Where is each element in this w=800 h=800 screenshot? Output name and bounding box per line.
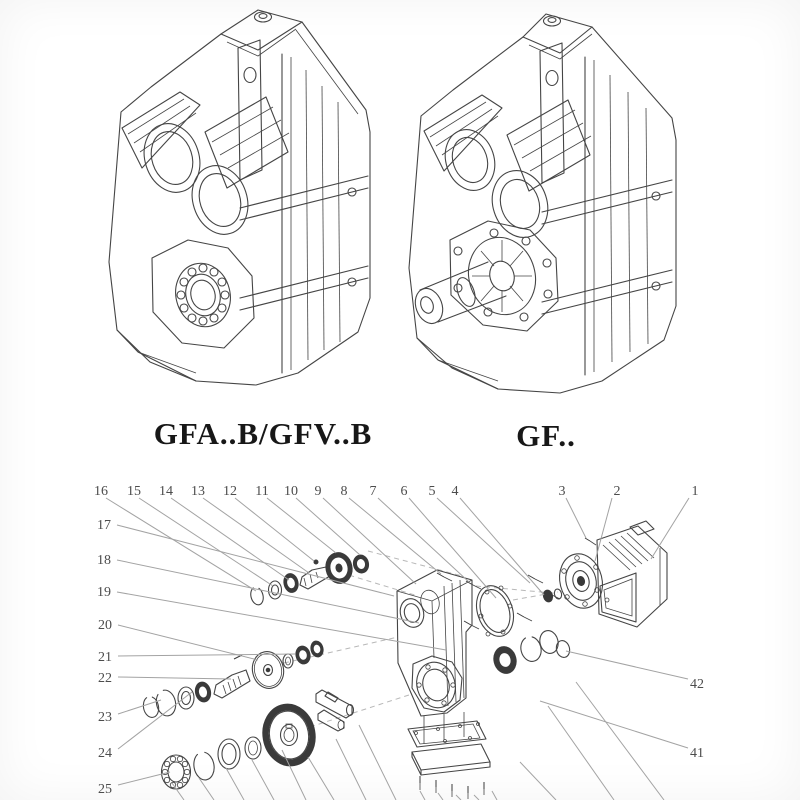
- leader-line-11: [267, 498, 336, 553]
- model-label-gfa-gfv: GFA..B/GFV..B: [153, 416, 373, 451]
- callout-number-1: 1: [691, 484, 699, 499]
- callout-number-18: 18: [97, 553, 111, 568]
- leader-line-42: [566, 651, 688, 679]
- gearbox-solid-shaft-drawing: [409, 14, 676, 393]
- gasket-ring-part: [470, 581, 553, 641]
- leader-line-15: [139, 498, 273, 586]
- oil-plug-icon: [255, 12, 272, 22]
- bottom-cover-parts: [408, 712, 490, 799]
- callout-number-25: 25: [98, 782, 112, 797]
- callout-number-10: 10: [284, 484, 298, 499]
- callout-number-23: 23: [98, 710, 112, 725]
- output-shaft: [411, 262, 506, 327]
- leader-line-2: [595, 498, 612, 561]
- callout-number-42: 42: [690, 677, 704, 692]
- callout-number-8: 8: [340, 484, 348, 499]
- cut-off-leader-13: [492, 791, 497, 800]
- leader-line-1: [651, 498, 689, 559]
- motor-flange-part: [553, 538, 608, 613]
- input-shaft-parts: [249, 550, 370, 606]
- callout-layer: [94, 484, 704, 800]
- leader-line-14: [171, 498, 289, 580]
- cut-off-leader-1: [172, 783, 184, 800]
- leader-line-6: [409, 498, 496, 598]
- gearbox-hollow-shaft-drawing: [109, 10, 370, 385]
- leader-line-4: [460, 498, 544, 595]
- cooling-fins: [122, 92, 289, 188]
- callout-number-12: 12: [223, 484, 237, 499]
- callout-number-6: 6: [400, 484, 408, 499]
- leader-line-13: [203, 498, 309, 573]
- exploded-view: [94, 484, 704, 800]
- leader-line-3: [566, 498, 586, 538]
- leader-line-18: [117, 560, 419, 623]
- leader-line-23: [118, 700, 161, 714]
- callout-number-17: 17: [97, 518, 111, 533]
- callout-number-7: 7: [369, 484, 377, 499]
- cut-off-leader-7: [336, 739, 366, 800]
- cut-off-leader-6: [308, 757, 334, 800]
- cut-off-leader-3: [226, 768, 244, 800]
- hollow-shaft-hub: [152, 240, 254, 348]
- leader-line-24: [118, 692, 192, 749]
- callout-number-22: 22: [98, 671, 112, 686]
- cut-off-leader-10: [438, 793, 443, 800]
- callout-number-2: 2: [613, 484, 621, 499]
- cut-off-leader-14: [520, 762, 556, 800]
- cut-off-leader-12: [474, 795, 479, 800]
- side-straps: [542, 180, 672, 314]
- flange-bolts: [437, 573, 560, 629]
- callout-number-21: 21: [98, 650, 112, 665]
- cut-off-leader-8: [359, 725, 396, 800]
- callout-number-14: 14: [159, 484, 173, 499]
- cut-off-leader-2: [199, 778, 214, 800]
- callout-number-19: 19: [97, 585, 111, 600]
- input-bores: [438, 123, 557, 245]
- callout-number-15: 15: [127, 484, 141, 499]
- cut-off-leader-4: [252, 760, 274, 800]
- callout-number-11: 11: [255, 484, 269, 499]
- callout-number-5: 5: [428, 484, 436, 499]
- callout-number-16: 16: [94, 484, 108, 499]
- callout-number-13: 13: [191, 484, 205, 499]
- leader-line-41: [540, 701, 688, 748]
- callout-number-24: 24: [98, 746, 112, 761]
- cooling-fins: [424, 95, 591, 191]
- callout-number-41: 41: [690, 746, 704, 761]
- leader-line-16: [106, 498, 256, 591]
- callout-number-3: 3: [558, 484, 566, 499]
- callout-number-9: 9: [314, 484, 322, 499]
- oil-plug-icon: [544, 16, 561, 26]
- input-bores: [136, 116, 257, 241]
- callout-number-20: 20: [98, 618, 112, 633]
- leader-line-5: [437, 498, 530, 583]
- leader-line-22: [118, 677, 231, 679]
- leader-line-7: [378, 498, 469, 582]
- cut-off-leader-11: [456, 795, 461, 800]
- cut-off-leader-9: [420, 791, 425, 800]
- output-shaft-parts: [162, 690, 354, 789]
- model-label-gf: GF..: [516, 418, 576, 453]
- motor-part: [597, 521, 667, 627]
- leader-line-21: [118, 654, 295, 656]
- cut-off-leader-16: [576, 682, 664, 800]
- side-straps: [240, 176, 368, 310]
- assembly-axis-dashed-lines: [284, 551, 558, 727]
- callout-number-4: 4: [451, 484, 459, 499]
